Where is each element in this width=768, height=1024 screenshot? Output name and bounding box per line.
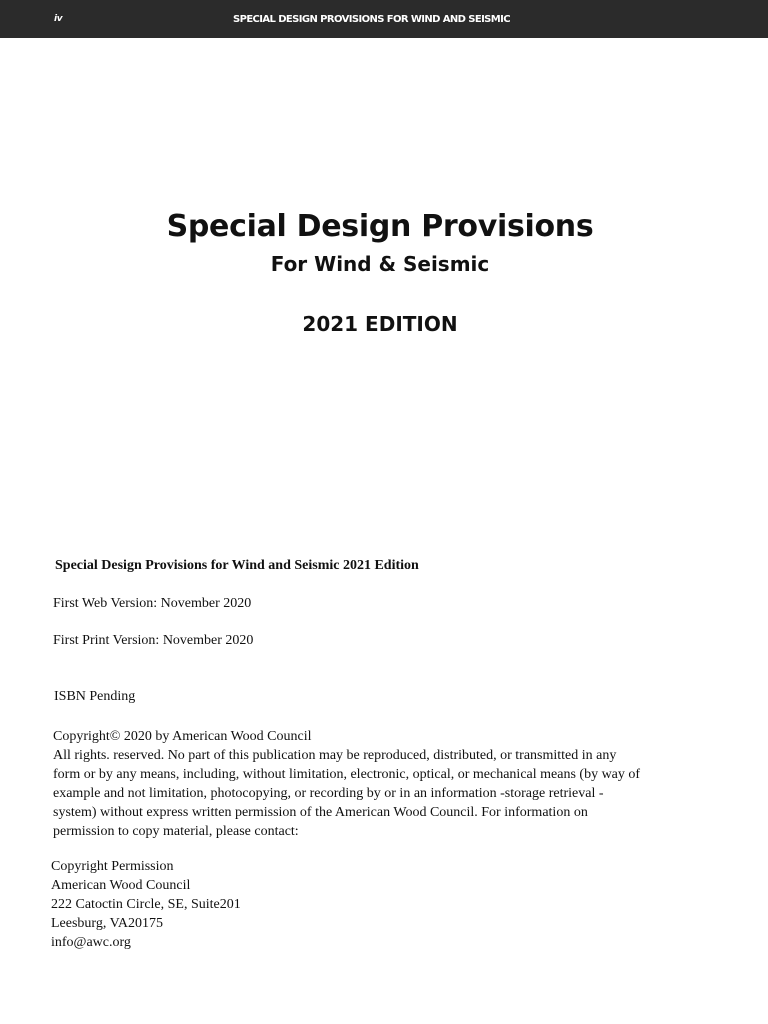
print-version-line: First Print Version: November 2020 <box>53 633 254 648</box>
web-version-line: First Web Version: November 2020 <box>53 596 252 611</box>
rights-line: permission to copy material, please contact: <box>53 824 299 839</box>
rights-line: All rights. reserved. No part of this publication may be reproduced, distributed, or transmitted in any <box>53 748 617 763</box>
contact-street: 222 Catoctin Circle, SE, Suite201 <box>51 897 241 912</box>
contact-line: Copyright Permission <box>51 859 174 874</box>
copyright-notice <box>53 727 713 841</box>
contact-city: Leesburg, VA20175 <box>51 916 163 931</box>
rights-line: system) without express written permission of the American Wood Council. For information on <box>53 805 588 820</box>
publication-full-title: Special Design Provisions for Wind and Seismic 2021 Edition <box>55 558 419 573</box>
document-title: Special Design Provisions <box>166 209 594 244</box>
isbn-line: ISBN Pending <box>54 689 136 704</box>
rights-line: form or by any means, including, without limitation, electronic, optical, or mechanical means (by way of <box>53 767 641 782</box>
document-subtitle: For Wind & Seismic <box>270 252 490 276</box>
contact-email[interactable]: info@awc.org <box>51 935 131 950</box>
running-title: SPECIAL DESIGN PROVISIONS FOR WIND AND SEISMIC <box>233 14 511 25</box>
contact-address <box>51 857 241 952</box>
running-header <box>0 0 768 38</box>
copyright-line: Copyright© 2020 by American Wood Council <box>53 729 312 744</box>
page-number: iv <box>54 14 63 24</box>
edition-label: 2021 EDITION <box>302 312 458 336</box>
rights-line: example and not limitation, photocopying, or recording by or in an information -storage retrieval - <box>53 786 604 801</box>
contact-organization: American Wood Council <box>51 878 191 893</box>
